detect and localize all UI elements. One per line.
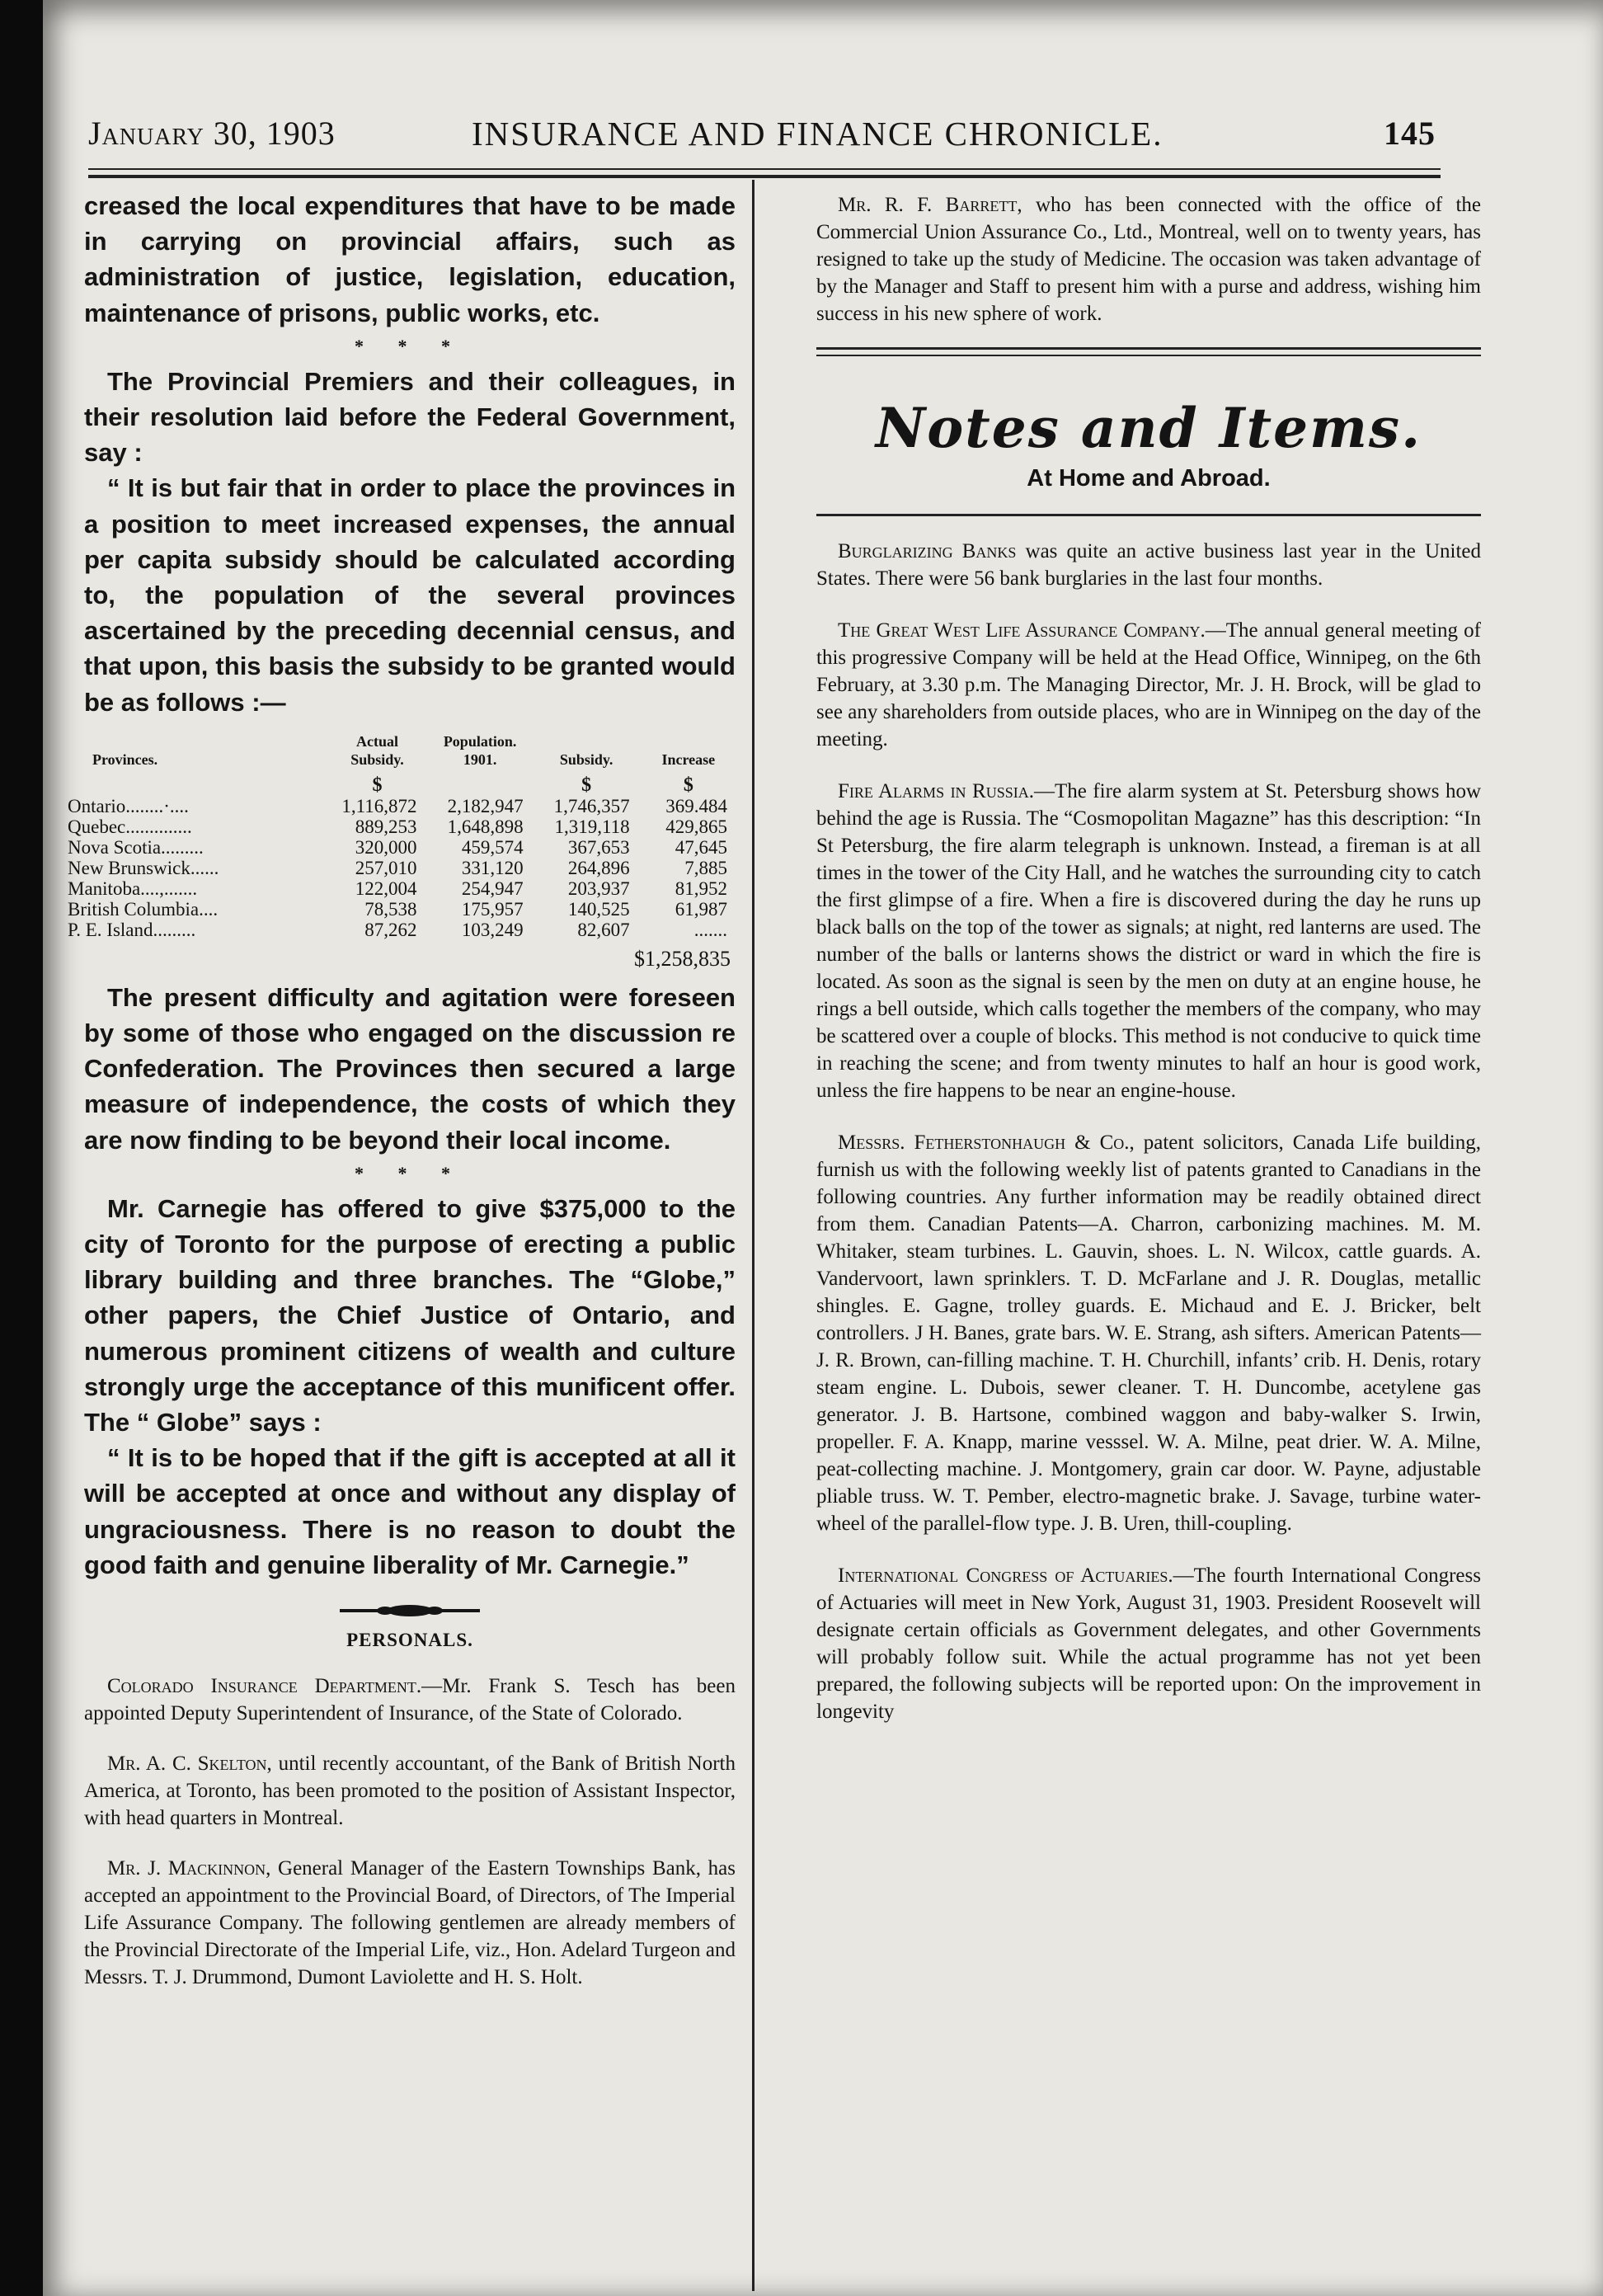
value-cell: 82,607	[577, 919, 630, 940]
col-header-subsidy: Subsidy.	[559, 750, 613, 768]
table-total: $1,258,835	[634, 946, 731, 971]
province-cell: New Brunswick......	[68, 857, 219, 878]
col-header-provinces: Provinces.	[92, 750, 158, 768]
item-text: until recently accountant, of the Bank of British North America, at Toronto, has been promoted to the position of Assistant Inspector, with head quarters in Montreal.	[84, 1753, 736, 1830]
value-cell: 203,937	[567, 877, 630, 899]
value-cell: 1,116,872	[341, 795, 417, 816]
unit-cell	[68, 775, 328, 796]
value-cell: 78,538	[364, 898, 417, 920]
table-row	[68, 920, 737, 940]
province-cell: P. E. Island.........	[68, 919, 196, 940]
value-cell: 369.484	[665, 795, 727, 816]
personals-heading: PERSONALS.	[346, 1630, 473, 1651]
value-cell: 320,000	[355, 836, 417, 858]
item-lead: The Great West Life Assurance Company.	[838, 619, 1206, 642]
table-row	[68, 837, 737, 858]
paragraph-globe-quote: “ It is to be hoped that if the gift is accepted at all it will be accepted at once and without any display of ungraciousness. There is no reason to doubt the good faith and genuine liberality of Mr. Carnegie.”	[84, 1443, 736, 1579]
value-cell: 331,120	[461, 857, 524, 878]
item-lead: Mr. A. C. Skelton,	[107, 1753, 272, 1776]
item-text: —The fire alarm system at St. Petersburg shows how behind the age is Russia. The “Cosmopolitan Magazne” has this description: “In St Petersburg, the fire alarm telegraph is unknown. Instead, a fireman is at all times in the tower of the City Hall, and he watches the surrounding city to catch the first glimpse of a fire. When a fire is discovered during the day he runs up black balls on the top of the tower as signals; at night, red lanterns are used. The number of the balls or lanterns shows the district or ward in which the fire is located. As soon as the signal is seen by the men on duty at an engine house, he rings a bell outside, which calls together the members of the company, who may be scattered over a couple of blocks. This method is not conducive to quick time in reaching the scene; and from twenty minutes to half an hour is good work, unless the fire happens to be near an engine-house.	[816, 780, 1482, 1102]
item-text: who has been connected with the office of the Commercial Union Assurance Co., Ltd., Montreal, well on to twenty years, has resigned to take up the study of Medicine. The occasion was taken advantage of by the Manager and Staff to present him with a purse and address, wishing him success in his new sphere of work.	[816, 194, 1481, 325]
value-cell: 429,865	[665, 816, 727, 837]
unit-cell: $	[683, 774, 693, 796]
value-cell: 1,746,357	[553, 795, 630, 816]
personals-list	[84, 1673, 736, 1991]
personal-item	[84, 1673, 736, 1727]
item-lead: Colorado Insurance Department.	[107, 1675, 422, 1698]
item-text: was quite an active business last year in the United States. There were 56 bank burglaries in the last four months.	[816, 540, 1481, 590]
newspaper-page	[43, 0, 1603, 2296]
notes-rule-top	[816, 347, 1481, 350]
unit-cell	[427, 775, 534, 796]
value-cell: 2,182,947	[447, 795, 524, 816]
value-cell: 61,987	[675, 898, 727, 920]
paragraph-expenditures: creased the local expenditures that have to be made in carrying on provincial affairs, such as administration of justice, legislation, education, maintenance of prisons, public works, etc.	[84, 191, 736, 327]
paragraph-carnegie: Mr. Carnegie has offered to give $375,000 to the city of Toronto for the purpose of erecting a public library building and three branches. The “Globe,” other papers, the Chief Justice of Ontario, and numerous prominent citizens of wealth and culture strongly urge the acceptance of this munificent offer. The “ Globe” says :	[84, 1193, 736, 1437]
notes-and-items-heading: Notes and Items.	[875, 396, 1422, 460]
value-cell: 459,574	[461, 836, 524, 858]
column-divider	[752, 180, 754, 2291]
value-cell: 889,253	[355, 816, 417, 837]
barrett-item	[816, 191, 1481, 327]
table-row	[68, 878, 737, 899]
personal-barrett	[816, 191, 1481, 327]
item-text: General Manager of the Eastern Townships Bank, has accepted an appointment to the Provincial Board, of Directors, of The Imperial Life Assurance Company. The following gentlemen are already members of the Provincial Directorate of the Imperial Life, viz., Hon. Adelard Turgeon and Messrs. T. J. Drummond, Dumont Laviolette and H. S. Holt.	[84, 1857, 736, 1989]
table-header-row	[68, 732, 737, 775]
value-cell: 264,896	[567, 857, 630, 878]
item-lead: Messrs. Fetherstonhaugh & Co.,	[838, 1132, 1135, 1154]
news-item	[816, 1562, 1481, 1725]
province-cell: Manitoba....,.......	[68, 877, 198, 899]
value-cell: 254,947	[461, 877, 524, 899]
table-row	[68, 796, 737, 816]
value-cell: 87,262	[364, 919, 417, 940]
item-text: —Mr. Frank S. Tesch has been appointed Deputy Superintendent of Insurance, of the State of Colorado.	[84, 1675, 736, 1725]
value-cell: 122,004	[355, 877, 417, 899]
item-text: —The annual general meeting of this progressive Company will be held at the Head Office, Winnipeg, on the 6th February, at 3.30 p.m. The Managing Director, Mr. J. H. Brock, will be glad to see any shareholders from outside places, who are in Winnipeg on the day of the meeting.	[816, 619, 1481, 750]
right-column	[816, 191, 1481, 1750]
value-cell: 257,010	[355, 857, 417, 878]
personal-item	[84, 1855, 736, 1991]
value-cell: 367,653	[567, 836, 630, 858]
value-cell: 1,648,898	[447, 816, 524, 837]
col-header-actual-subsidy: Actual Subsidy.	[350, 732, 404, 768]
item-lead: Mr. R. F. Barrett,	[838, 194, 1022, 216]
news-item	[816, 538, 1481, 592]
item-lead: Mr. J. Mackinnon,	[107, 1857, 271, 1880]
value-cell: 175,957	[461, 898, 524, 920]
province-cell: Ontario........·....	[68, 795, 189, 816]
header-rule-thin	[88, 168, 1441, 170]
col-header-increase: Increase	[661, 750, 716, 768]
page-number: 145	[1384, 115, 1436, 152]
value-cell: .......	[693, 919, 727, 940]
personal-item	[84, 1750, 736, 1832]
news-item	[816, 778, 1481, 1104]
value-cell: 7,885	[684, 857, 727, 878]
value-cell: 103,249	[461, 919, 524, 940]
section-stars: * * *	[355, 1162, 465, 1183]
item-text: patent solicitors, Canada Life building, furnish us with the following weekly list of patents granted to Canadians in the following countries. Any further information may be readily obtained direct from them. Canadian Patents—A. Charron, carbonizing machines. M. M. Whitaker, steam turbines. L. Gauvin, shoes. L. N. Wilcox, cattle guards. A. Vandervoort, lawn sprinklers. T. D. McFarlane and J. R. Douglas, metallic shingles. E. Gagne, trolley guards. E. Michaud and E. J. Bricker, belt controllers. J H. Banes, grate bars. W. E. Strang, ash sifters. American Patents—J. R. Brown, can-filling machine. T. H. Churchill, infants’ crib. H. Denis, rotary steam engine. L. Dubois, sewer cleaner. T. H. Duncombe, acetylene gas generator. J. B. Hartsone, combined waggon and baby-walker S. Irwin, propeller. F. A. Knapp, marine vesssel. W. A. Milne, peat drier. W. A. Milne, peat-collecting machine. J. Montgomery, grain car door. W. Payne, adjustable pliable truss. W. T. Pember, electro-magnetic brake. J. Savage, turbine water-wheel of the parallel-flow type. J. B. Uren, thill-coupling.	[816, 1132, 1482, 1535]
left-column	[68, 188, 736, 2014]
subsidy-table	[68, 732, 737, 940]
notes-subheading: At Home and Abroad.	[1027, 465, 1271, 492]
province-cell: Quebec..............	[68, 816, 192, 837]
unit-cell: $	[372, 774, 383, 796]
paragraph-resolution-quote: “ It is but fair that in order to place the provinces in a position to meet increased expenses, the annual per capita subsidy should be calculated according to, the population of the several provinces ascertained by the preceding decennial census, and that upon, this basis the subsidy to be granted would be as follows :—	[84, 473, 736, 717]
ornament-divider	[84, 1604, 736, 1621]
item-text: —The fourth International Congress of Actuaries will meet in New York, August 31, 1903. President Roosevelt will designate certain officials as Government delegates, and other Governments will probably follow suit. While the actual programme has not yet been prepared, the following subjects will be reported upon: On the improvement in longevity	[816, 1564, 1481, 1723]
value-cell: 140,525	[567, 898, 630, 920]
notes-rule-bottom	[816, 514, 1481, 516]
table-row	[68, 899, 737, 920]
value-cell: 47,645	[675, 836, 727, 858]
col-header-population: Population. 1901.	[443, 732, 517, 768]
header-rule-thick	[88, 175, 1441, 178]
item-lead: Burglarizing Banks	[838, 540, 1017, 562]
section-stars: * * *	[355, 335, 465, 356]
issue-date: January 30, 1903	[88, 115, 336, 152]
item-lead: Fire Alarms in Russia.	[838, 780, 1034, 802]
item-lead: International Congress of Actuaries.	[838, 1564, 1173, 1587]
unit-cell: $	[581, 774, 592, 796]
province-cell: Nova Scotia.........	[68, 836, 204, 858]
notes-items-list	[816, 538, 1481, 1725]
value-cell: 81,952	[675, 877, 727, 899]
table-units-row	[68, 775, 737, 796]
notes-rule-top-thin	[816, 355, 1481, 356]
value-cell: 1,319,118	[554, 816, 630, 837]
paragraph-premiers: The Provincial Premiers and their colleagues, in their resolution laid before the Federal Government, say :	[84, 366, 736, 468]
publication-title: INSURANCE AND FINANCE CHRONICLE.	[472, 115, 1163, 153]
news-item	[816, 617, 1481, 753]
table-row	[68, 816, 737, 837]
table-row	[68, 858, 737, 878]
ornament-rule-icon	[340, 1604, 480, 1617]
paragraph-difficulty: The present difficulty and agitation were foreseen by some of those who engaged on the discussion re Confederation. The Provinces then secured a large measure of independence, the costs of which they are now finding to be beyond their local income.	[84, 982, 736, 1155]
province-cell: British Columbia....	[68, 898, 219, 920]
news-item	[816, 1129, 1481, 1537]
